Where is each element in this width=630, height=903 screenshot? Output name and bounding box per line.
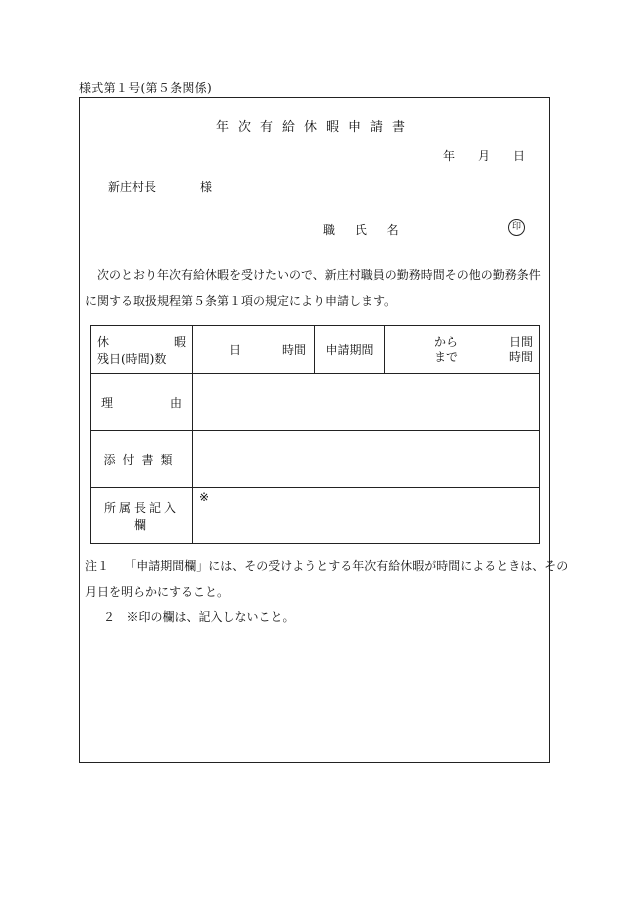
reason-label: 理 由 — [91, 374, 193, 431]
table-row — [91, 326, 540, 374]
period-label: 申請期間 — [315, 326, 385, 374]
date-day: 日 — [513, 149, 526, 163]
applicant-name-label: 職 氏 名 — [323, 223, 407, 237]
application-table — [90, 325, 540, 544]
honorific: 様 — [200, 180, 213, 194]
date-month: 月 — [478, 149, 491, 163]
table-row — [91, 431, 540, 488]
reason-field[interactable] — [193, 374, 540, 431]
remaining-days-field[interactable]: 日 時間 — [193, 326, 315, 374]
application-period-field[interactable]: から 日間 まで 時間 — [385, 326, 540, 374]
addressee: 新庄村長 — [108, 180, 157, 194]
supervisor-field — [193, 488, 540, 544]
reference-mark: ※ — [199, 490, 210, 504]
application-statement: 次のとおり年次有給休暇を受けたいので、新庄村職員の勤務時間その他の勤務条件に関する取扱規程第５条第１項の規定により申請します。 — [85, 268, 541, 308]
table-row — [91, 374, 540, 431]
attachments-label: 添付書類 — [91, 431, 193, 488]
seal-icon: 印 — [508, 219, 525, 236]
form-label: 様式第１号(第５条関係) — [79, 81, 212, 95]
date-year: 年 — [443, 149, 456, 163]
remaining-days-label: 休 暇 残日(時間)数 — [91, 326, 193, 374]
supervisor-label: 所属長記入欄 — [91, 488, 193, 544]
document-title: 年次有給休暇申請書 — [215, 120, 414, 135]
attachments-field[interactable] — [193, 431, 540, 488]
note-1: 注１ 「申請期間欄」には、その受けようとする年次有給休暇が時間によるときは、その — [85, 559, 569, 573]
table-row — [91, 488, 540, 544]
note-2: ２ ※印の欄は、記入しないこと。 — [103, 610, 295, 624]
note-1-continued: 月日を明らかにすること。 — [85, 585, 230, 599]
